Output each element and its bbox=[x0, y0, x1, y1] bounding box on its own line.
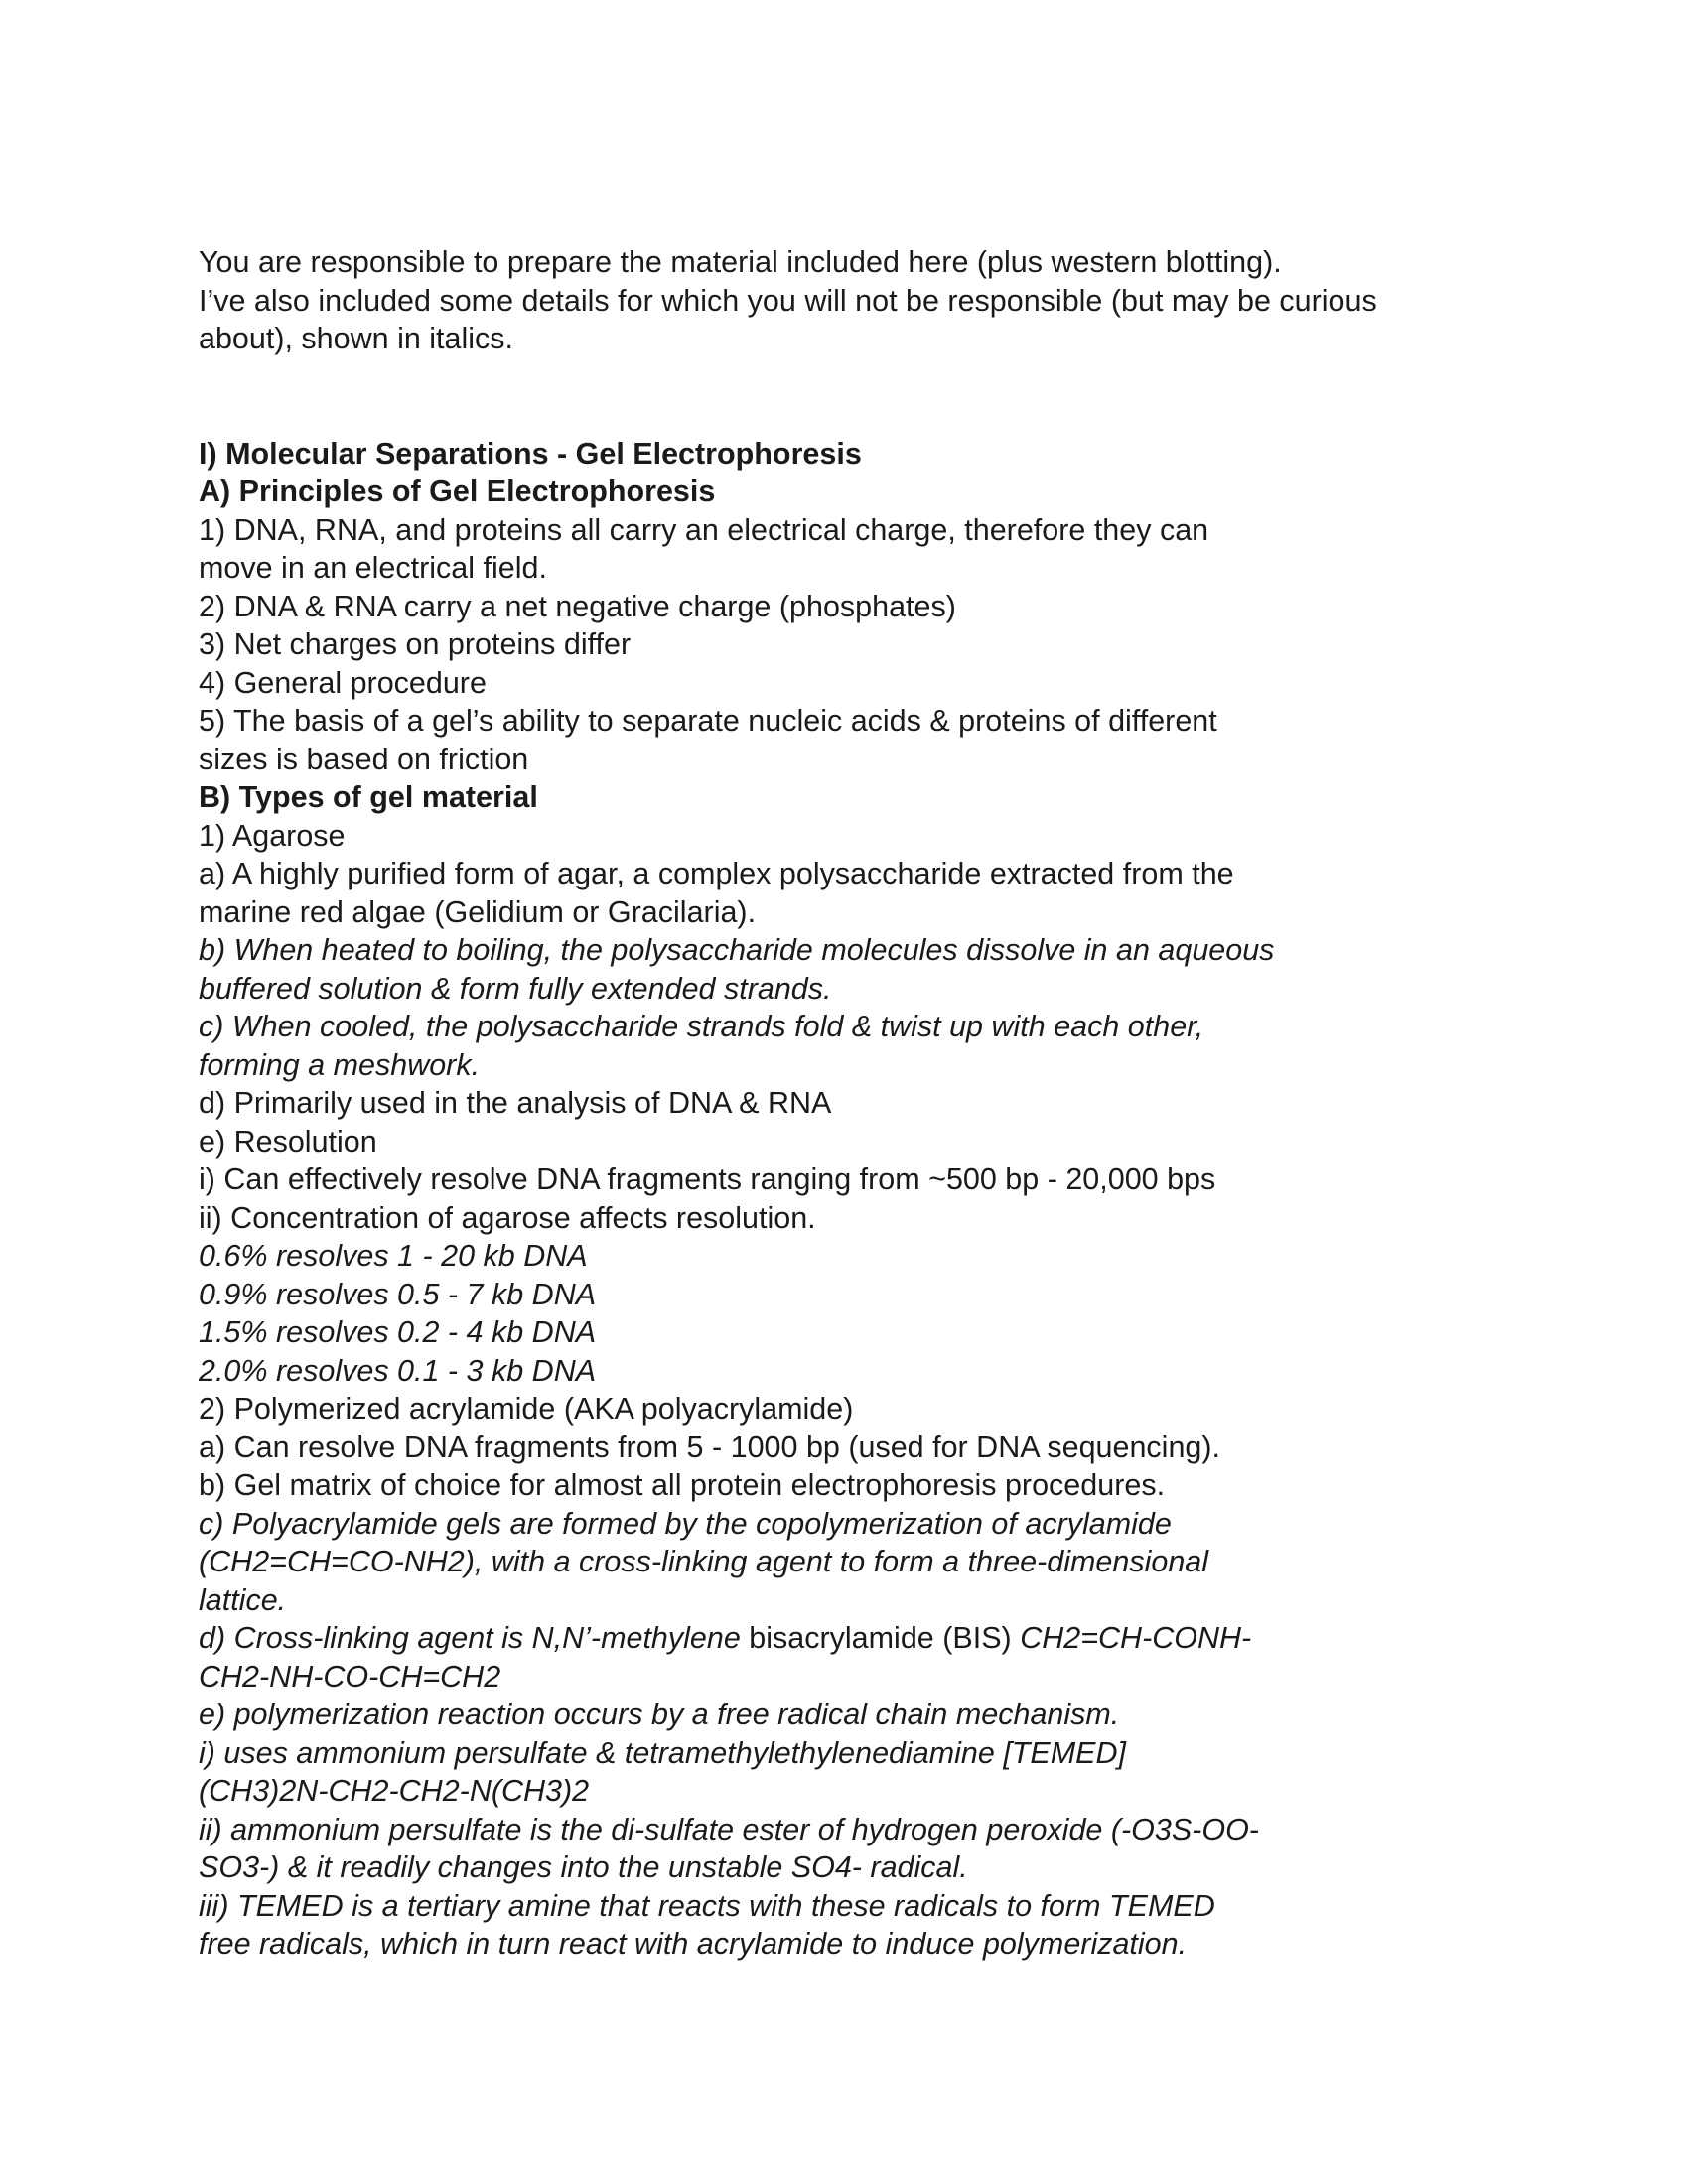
italic-item: i) uses ammonium persulfate & tetramethylethylenediamine [TEMED] bbox=[199, 1735, 1127, 1770]
italic-item: c) When cooled, the polysaccharide strands fold & twist up with each other, bbox=[199, 1010, 1204, 1043]
italic-item: ii) ammonium persulfate is the di-sulfate ester of hydrogen peroxide (-O3S-OO- bbox=[199, 1812, 1259, 1846]
list-item: a) Can resolve DNA fragments from 5 - 1000 bp (used for DNA sequencing). bbox=[199, 1430, 1221, 1464]
italic-item: e) polymerization reaction occurs by a free radical chain mechanism. bbox=[199, 1698, 1120, 1731]
list-item: 5) The basis of a gel’s ability to separate nucleic acids & proteins of different bbox=[199, 704, 1217, 738]
subsection-heading-B: B) Types of gel material bbox=[199, 780, 538, 814]
document-page bbox=[199, 243, 1509, 1964]
list-item: 3) Net charges on proteins differ bbox=[199, 627, 632, 661]
subsection-heading-A: A) Principles of Gel Electrophoresis bbox=[199, 475, 716, 508]
italic-item: SO3-) & it readily changes into the unstable SO4- radical. bbox=[199, 1850, 968, 1884]
italic-span: d) Cross-linking agent is N,N’-methylene bbox=[199, 1621, 741, 1655]
list-item: i) Can effectively resolve DNA fragments ranging from ~500 bp - 20,000 bps bbox=[199, 1162, 1216, 1196]
list-item: a) A highly purified form of agar, a complex polysaccharide extracted from the bbox=[199, 857, 1234, 890]
resolution-item: 2.0% resolves 0.1 - 3 kb DNA bbox=[199, 1353, 597, 1388]
list-item: ii) Concentration of agarose affects resolution. bbox=[199, 1200, 816, 1235]
resolution-item: 0.9% resolves 0.5 - 7 kb DNA bbox=[199, 1277, 597, 1311]
italic-item: forming a meshwork. bbox=[199, 1047, 481, 1082]
italic-item: lattice. bbox=[199, 1582, 287, 1617]
list-item: sizes is based on friction bbox=[199, 742, 529, 776]
list-item: 2) DNA & RNA carry a net negative charge (phosphates) bbox=[199, 589, 956, 623]
list-item: marine red algae (Gelidium or Gracilaria). bbox=[199, 894, 757, 929]
italic-item: iii) TEMED is a tertiary amine that reacts with these radicals to form TEMED bbox=[199, 1888, 1215, 1923]
list-item: 1) Agarose bbox=[199, 818, 346, 853]
intro-line: about), shown in italics. bbox=[199, 322, 514, 355]
list-item: 1) DNA, RNA, and proteins all carry an electrical charge, therefore they can bbox=[199, 512, 1209, 547]
list-item: e) Resolution bbox=[199, 1124, 377, 1159]
italic-item: CH2-NH-CO-CH=CH2 bbox=[199, 1659, 501, 1694]
list-item: d) Primarily used in the analysis of DNA & RNA bbox=[199, 1086, 832, 1120]
list-item: 4) General procedure bbox=[199, 665, 487, 700]
resolution-item: 1.5% resolves 0.2 - 4 kb DNA bbox=[199, 1315, 597, 1349]
section-heading: I) Molecular Separations - Gel Electrophoresis bbox=[199, 436, 862, 471]
italic-item: c) Polyacrylamide gels are formed by the copolymerization of acrylamide bbox=[199, 1506, 1172, 1541]
intro-paragraph bbox=[199, 243, 1509, 358]
list-item: 2) Polymerized acrylamide (AKA polyacrylamide) bbox=[199, 1392, 854, 1426]
mixed-item bbox=[199, 1619, 1509, 1658]
resolution-item: 0.6% resolves 1 - 20 kb DNA bbox=[199, 1239, 588, 1273]
italic-item: (CH3)2N-CH2-CH2-N(CH3)2 bbox=[199, 1774, 590, 1808]
intro-line: You are responsible to prepare the material included here (plus western blotting). bbox=[199, 245, 1282, 279]
italic-item: b) When heated to boiling, the polysaccharide molecules dissolve in an aqueous bbox=[199, 933, 1275, 967]
list-item: move in an electrical field. bbox=[199, 551, 547, 585]
normal-span: bisacrylamide (BIS) bbox=[740, 1621, 1021, 1655]
intro-line: I’ve also included some details for which you will not be responsible (but may be curious bbox=[199, 283, 1377, 318]
section-I bbox=[199, 435, 1509, 1964]
list-item: b) Gel matrix of choice for almost all protein electrophoresis procedures. bbox=[199, 1468, 1166, 1502]
italic-item: buffered solution & form fully extended strands. bbox=[199, 971, 832, 1006]
italic-item: free radicals, which in turn react with acrylamide to induce polymerization. bbox=[199, 1927, 1188, 1961]
italic-span: CH2=CH-CONH- bbox=[1020, 1621, 1252, 1655]
italic-item: (CH2=CH=CO-NH2), with a cross-linking agent to form a three-dimensional bbox=[199, 1545, 1209, 1578]
